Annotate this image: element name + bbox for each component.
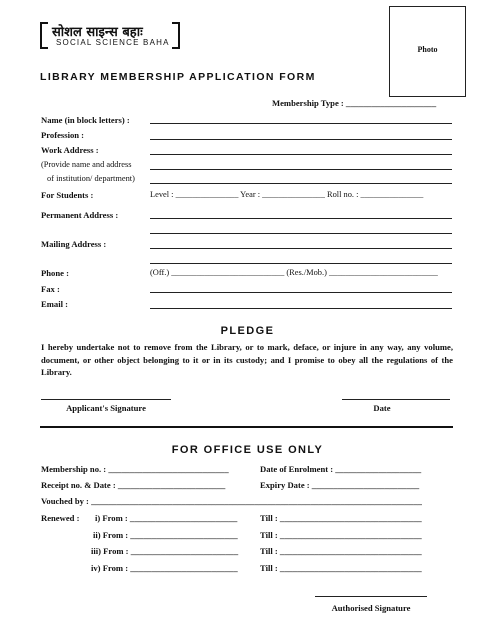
renewal-from-4[interactable]: iv) From : _________________________ bbox=[91, 563, 238, 573]
renewed-label: Renewed : bbox=[41, 513, 80, 523]
work-address-line-2[interactable] bbox=[150, 169, 452, 170]
permanent-address-line-2[interactable] bbox=[150, 233, 452, 234]
authorised-signature-line[interactable] bbox=[315, 596, 427, 597]
authorised-signature-label: Authorised Signature bbox=[331, 603, 411, 613]
logo-devanagari: सोशल साइन्स बहाः bbox=[52, 25, 143, 40]
phone-line[interactable]: (Off.) ___________________________ (Res./Mob.) __________________________ bbox=[150, 268, 438, 277]
profession-line[interactable] bbox=[150, 139, 452, 140]
office-use-title: FOR OFFICE USE ONLY bbox=[171, 444, 324, 456]
name-label: Name (in block letters) : bbox=[41, 115, 130, 125]
applicant-signature-label: Applicant's Signature bbox=[66, 403, 146, 413]
renewal-from-2[interactable]: ii) From : _________________________ bbox=[93, 530, 238, 540]
for-students-label: For Students : bbox=[41, 190, 94, 200]
logo-english: SOCIAL SCIENCE BAHA bbox=[56, 38, 170, 47]
work-address-line-1[interactable] bbox=[150, 154, 452, 155]
mailing-address-label: Mailing Address : bbox=[41, 239, 107, 249]
work-address-line-3[interactable] bbox=[150, 183, 452, 184]
mailing-address-line-1[interactable] bbox=[150, 248, 452, 249]
renewal-till-1[interactable]: Till : _________________________________ bbox=[260, 513, 422, 523]
receipt-field[interactable]: Receipt no. & Date : _________________________ bbox=[41, 480, 226, 490]
vouched-by-field[interactable]: Vouched by : _____________________________________________________________________________ bbox=[41, 496, 422, 506]
renewal-from-1[interactable]: i) From : _________________________ bbox=[95, 513, 238, 523]
applicant-signature-line[interactable] bbox=[41, 399, 171, 400]
renewal-from-3[interactable]: iii) From : _________________________ bbox=[91, 546, 239, 556]
permanent-address-label: Permanent Address : bbox=[41, 210, 119, 220]
name-line[interactable] bbox=[150, 123, 452, 124]
email-line[interactable] bbox=[150, 308, 452, 309]
renewal-till-2[interactable]: Till : _________________________________ bbox=[260, 530, 422, 540]
mailing-address-line-2[interactable] bbox=[150, 263, 452, 264]
form-title: LIBRARY MEMBERSHIP APPLICATION FORM bbox=[40, 71, 316, 83]
work-address-hint-1: (Provide name and address bbox=[41, 160, 132, 169]
fax-line[interactable] bbox=[150, 292, 452, 293]
renewal-till-3[interactable]: Till : _________________________________ bbox=[260, 546, 422, 556]
phone-label: Phone : bbox=[41, 268, 69, 278]
date-of-enrolment-field[interactable]: Date of Enrolment : ____________________ bbox=[260, 464, 422, 474]
student-details-line[interactable]: Level : _______________ Year : _______________ Roll no. : _______________ bbox=[150, 190, 424, 199]
photo-box bbox=[389, 6, 466, 97]
pledge-text: I hereby undertake not to remove from the Library, or to mark, deface, or injure in any way, any volume, document, or other object belonging to it or in its custody; and I promise to obey all the regulations of the Library. bbox=[41, 342, 453, 377]
pledge-title: PLEDGE bbox=[220, 325, 275, 337]
email-label: Email : bbox=[41, 299, 68, 309]
date-line[interactable] bbox=[342, 399, 450, 400]
permanent-address-line-1[interactable] bbox=[150, 218, 452, 219]
logo-bracket-left bbox=[40, 22, 48, 49]
social-science-baha-logo bbox=[40, 22, 180, 49]
work-address-hint-2: of institution/ department) bbox=[47, 174, 135, 183]
section-divider bbox=[40, 426, 453, 428]
logo-bracket-right bbox=[172, 22, 180, 49]
renewal-till-4[interactable]: Till : _________________________________ bbox=[260, 563, 422, 573]
profession-label: Profession : bbox=[41, 130, 85, 140]
fax-label: Fax : bbox=[41, 284, 60, 294]
membership-type-field[interactable]: Membership Type : _____________________ bbox=[272, 98, 437, 108]
membership-no-field[interactable]: Membership no. : ____________________________ bbox=[41, 464, 229, 474]
work-address-label: Work Address : bbox=[41, 145, 99, 155]
date-label: Date bbox=[373, 403, 391, 413]
expiry-date-field[interactable]: Expiry Date : _________________________ bbox=[260, 480, 420, 490]
photo-label: Photo bbox=[417, 45, 438, 54]
